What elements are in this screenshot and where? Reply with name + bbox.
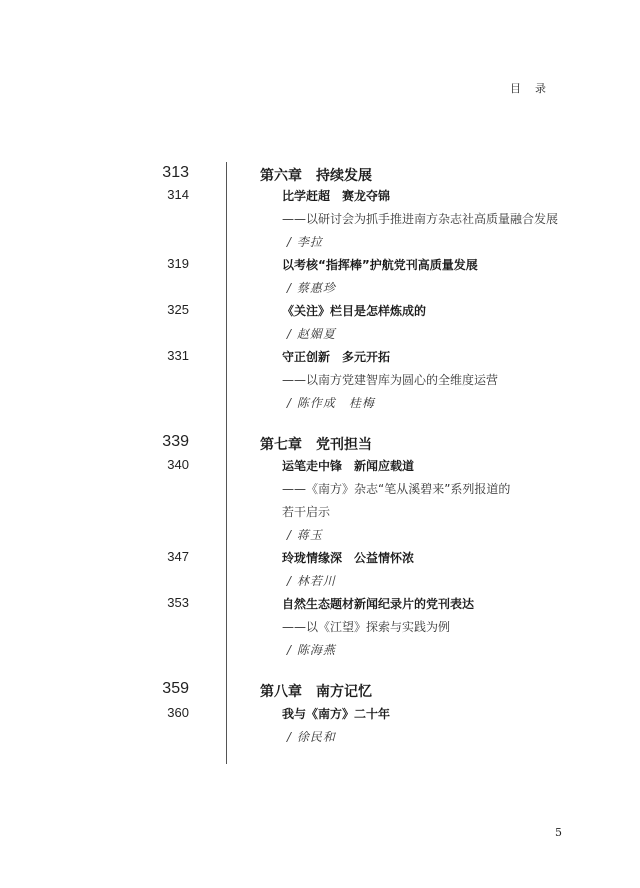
article-page-number: 347: [167, 549, 189, 564]
toc-line-subtitle: [0, 210, 640, 232]
article-title: 运笔走中锋 新闻应载道: [282, 459, 415, 473]
toc-line-subtitle: [0, 480, 640, 502]
article-author: / 李拉: [287, 235, 323, 249]
toc-line-chapter: [0, 166, 640, 188]
toc-line-subtitle: [0, 371, 640, 393]
chapter-title: 第八章 南方记忆: [260, 684, 372, 700]
article-author: / 蔡惠珍: [287, 281, 336, 295]
article-title: 玲珑情缘深 公益情怀浓: [282, 551, 415, 565]
article-page-number: 319: [167, 256, 189, 271]
article-page-number: 340: [167, 457, 189, 472]
article-page-number: 353: [167, 595, 189, 610]
article-author: / 蒋玉: [287, 528, 323, 542]
toc-line-author: [0, 394, 640, 416]
toc-line-author: [0, 325, 640, 347]
article-author: / 林若川: [287, 574, 336, 588]
article-author: / 徐民和: [287, 730, 336, 744]
chapter-page-number: 339: [162, 433, 189, 450]
article-page-number: 360: [167, 705, 189, 720]
toc-line-subtitle: [0, 618, 640, 640]
toc-line-chapter: [0, 435, 640, 457]
page-number: 5: [555, 826, 562, 839]
toc-line-title: [0, 457, 640, 479]
toc-line-author: [0, 641, 640, 663]
chapter-page-number: 313: [162, 164, 189, 181]
toc-line-author: [0, 526, 640, 548]
toc-header: 目录: [510, 82, 560, 95]
toc-line-chapter: [0, 682, 640, 704]
article-title: 比学赶超 赛龙夺锦: [282, 189, 391, 203]
article-author: / 赵媚夏: [287, 327, 336, 341]
article-page-number: 331: [167, 348, 189, 363]
toc-line-author: [0, 572, 640, 594]
article-subtitle: ——以研讨会为抓手推进南方杂志社高质量融合发展: [282, 212, 559, 226]
article-title: 守正创新 多元开拓: [282, 350, 391, 364]
article-page-number: 325: [167, 302, 189, 317]
toc-line-author: [0, 279, 640, 301]
chapter-page-number: 359: [162, 680, 189, 697]
toc-line-title: [0, 705, 640, 727]
toc-line-author: [0, 728, 640, 750]
article-page-number: 314: [167, 187, 189, 202]
article-title: 我与《南方》二十年: [282, 707, 391, 721]
article-subtitle-continued: 若干启示: [282, 505, 331, 519]
toc-line-title: [0, 302, 640, 324]
toc-line-author: [0, 233, 640, 255]
toc-line-title: [0, 348, 640, 370]
article-title: 《关注》栏目是怎样炼成的: [282, 304, 427, 318]
toc-line-title: [0, 595, 640, 617]
article-author: / 陈作成 桂梅: [287, 396, 375, 410]
article-title: 自然生态题材新闻纪录片的党刊表达: [282, 597, 475, 611]
toc-line-title: [0, 187, 640, 209]
article-author: / 陈海燕: [287, 643, 336, 657]
toc-line-title: [0, 549, 640, 571]
article-subtitle: ——《南方》杂志“笔从溪碧来”系列报道的: [282, 482, 511, 496]
chapter-title: 第七章 党刊担当: [260, 437, 372, 453]
toc-line-cont: [0, 503, 640, 525]
article-subtitle: ——以南方党建智库为圆心的全维度运营: [282, 373, 499, 387]
toc-line-title: [0, 256, 640, 278]
chapter-title: 第六章 持续发展: [260, 168, 372, 184]
article-title: 以考核“指挥棒”护航党刊高质量发展: [282, 258, 478, 272]
article-subtitle: ——以《江望》探索与实践为例: [282, 620, 451, 634]
